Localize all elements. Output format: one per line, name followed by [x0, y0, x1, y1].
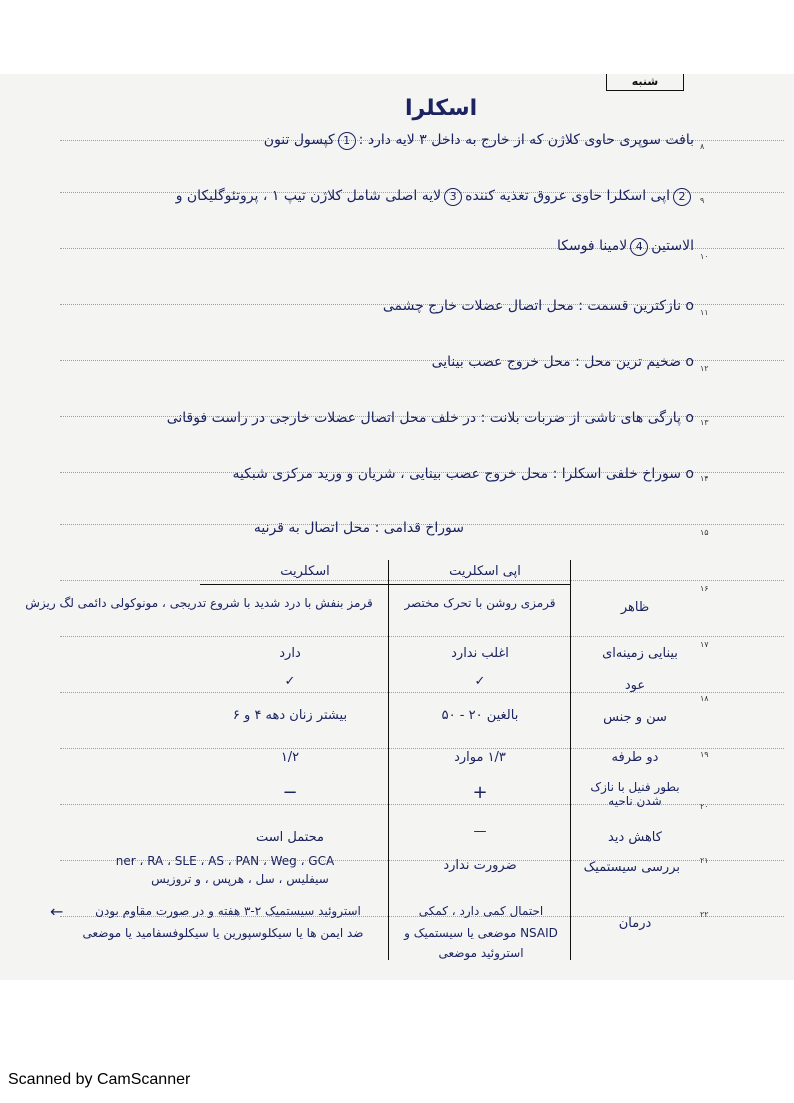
day-tab: شنبه	[606, 74, 684, 91]
check-icon: ✓	[284, 674, 296, 689]
table-row-label: سن و جنس	[603, 710, 667, 725]
table-header-scleritis: اسکلریت	[280, 564, 330, 579]
line-number: ۱۴	[700, 474, 709, 483]
line-number: ۲۰	[700, 802, 709, 811]
table-row-label: ظاهر	[620, 600, 650, 615]
table-column-divider	[570, 560, 571, 960]
page-title: اسکلرا	[405, 96, 478, 121]
table-cell-episcleritis: ۱/۳ موارد	[454, 750, 506, 765]
table-row-label: بررسی سیستمیک	[583, 860, 680, 875]
table-row-label: کاهش دید	[608, 830, 662, 845]
table-cell-scleritis: دارد	[279, 646, 301, 661]
arrow-left-icon: ←	[50, 902, 64, 921]
note-line-14: o سوراخ خلفی اسکلرا : محل خروج عصب بینایی ، شریان و ورید مرکزی شبکیه	[232, 466, 694, 482]
check-icon: ✓	[474, 674, 486, 689]
line-number: ۱۱	[700, 308, 709, 317]
table-header-rule	[200, 584, 570, 585]
table-cell-episcleritis: بالغین ۲۰ - ۵۰	[441, 708, 519, 723]
scanner-footer: Scanned by CamScanner	[8, 1071, 191, 1088]
note-line-12: o ضخیم ترین محل : محل خروج عصب بینایی	[431, 354, 694, 370]
note-line-9: 2اپی اسکلرا حاوی عروق تغذیه کننده3لایه اصلی شامل کلاژن تیپ ۱ ، پروتئوگلیکان و	[176, 188, 694, 206]
table-row-label: بطور فنیل با نازک شدن ناحیه	[590, 780, 680, 808]
line-number: ۲۲	[700, 910, 709, 919]
line-number: ۱۲	[700, 364, 709, 373]
table-cell-episcleritis: احتمال کمی دارد ، کمکی	[418, 904, 544, 918]
table-cell-scleritis: ner ، RA ، SLE ، AS ، PAN ، Weg ، GCA	[115, 854, 335, 868]
table-cell-scleritis: سیفلیس ، سل ، هرپس ، و تروزیس	[151, 872, 329, 886]
table-column-divider	[388, 560, 389, 960]
line-number: ۱۶	[700, 584, 709, 593]
note-line-13: o پارگی های ناشی از ضربات بلانت : در خلف محل اتصال عضلات خارجی در راست فوقانی	[166, 410, 694, 426]
table-cell-scleritis: ضد ایمن ها یا سیکلوسپورین یا سیکلوفسفامید یا موضعی	[82, 926, 364, 940]
line-number: ۱۷	[700, 640, 709, 649]
line-number: ۹	[700, 196, 705, 205]
table-cell-scleritis: بیشتر زنان دهه ۴ و ۶	[232, 708, 348, 723]
table-cell-episcleritis: —	[473, 824, 487, 839]
table-cell-episcleritis: +	[472, 782, 488, 803]
line-number: ۱۵	[700, 528, 709, 537]
table-cell-scleritis: −	[282, 782, 298, 803]
table-row-label: عود	[624, 678, 646, 693]
table-cell-episcleritis: ضرورت ندارد	[443, 858, 517, 873]
table-row-label: بینایی زمینه‌ای	[602, 646, 678, 661]
table-cell-episcleritis: قرمزی روشن با تحرک مختصر	[404, 596, 556, 610]
table-cell-episcleritis: اغلب ندارد	[451, 646, 509, 661]
table-row-label: درمان	[618, 916, 652, 931]
table-cell-episcleritis: استروئید موضعی	[438, 946, 524, 960]
note-line-15: سوراخ قدامی : محل اتصال به قرنیه	[253, 520, 464, 536]
note-line-10: الاستین4لامینا فوسکا	[556, 238, 694, 254]
line-number: ۱۳	[700, 418, 709, 427]
table-cell-scleritis: ۱/۲	[280, 750, 300, 765]
line-number: ۲۱	[700, 856, 709, 865]
note-line-11: o نازکترین قسمت : محل اتصال عضلات خارج چشمی	[382, 298, 694, 314]
ruled-line	[60, 636, 784, 637]
note-line-8: بافت سوپری حاوی کلاژن که از خارج به داخل ۳ لایه دارد :1کپسول تنون	[263, 132, 694, 148]
line-number: ۱۹	[700, 750, 709, 759]
line-number: ۱۸	[700, 694, 709, 703]
notebook-page	[0, 74, 794, 980]
table-header-episcleritis: اپی اسکلریت	[449, 564, 521, 579]
table-cell-episcleritis: NSAID موضعی یا سیستمیک و	[404, 926, 558, 940]
table-row-label: دو طرفه	[611, 750, 659, 765]
table-cell-scleritis: استروئید سیستمیک ۲-۳ هفته و در صورت مقاوم بودن	[95, 904, 361, 918]
line-number: ۱۰	[700, 252, 709, 261]
table-cell-scleritis: محتمل است	[255, 830, 325, 845]
table-cell-scleritis: قرمز بنفش با درد شدید با شروع تدریجی ، مونوکولی دائمی لگ ریزش	[25, 596, 373, 610]
ruled-line	[60, 580, 784, 581]
line-number: ۸	[700, 142, 705, 151]
ruled-line	[60, 748, 784, 749]
